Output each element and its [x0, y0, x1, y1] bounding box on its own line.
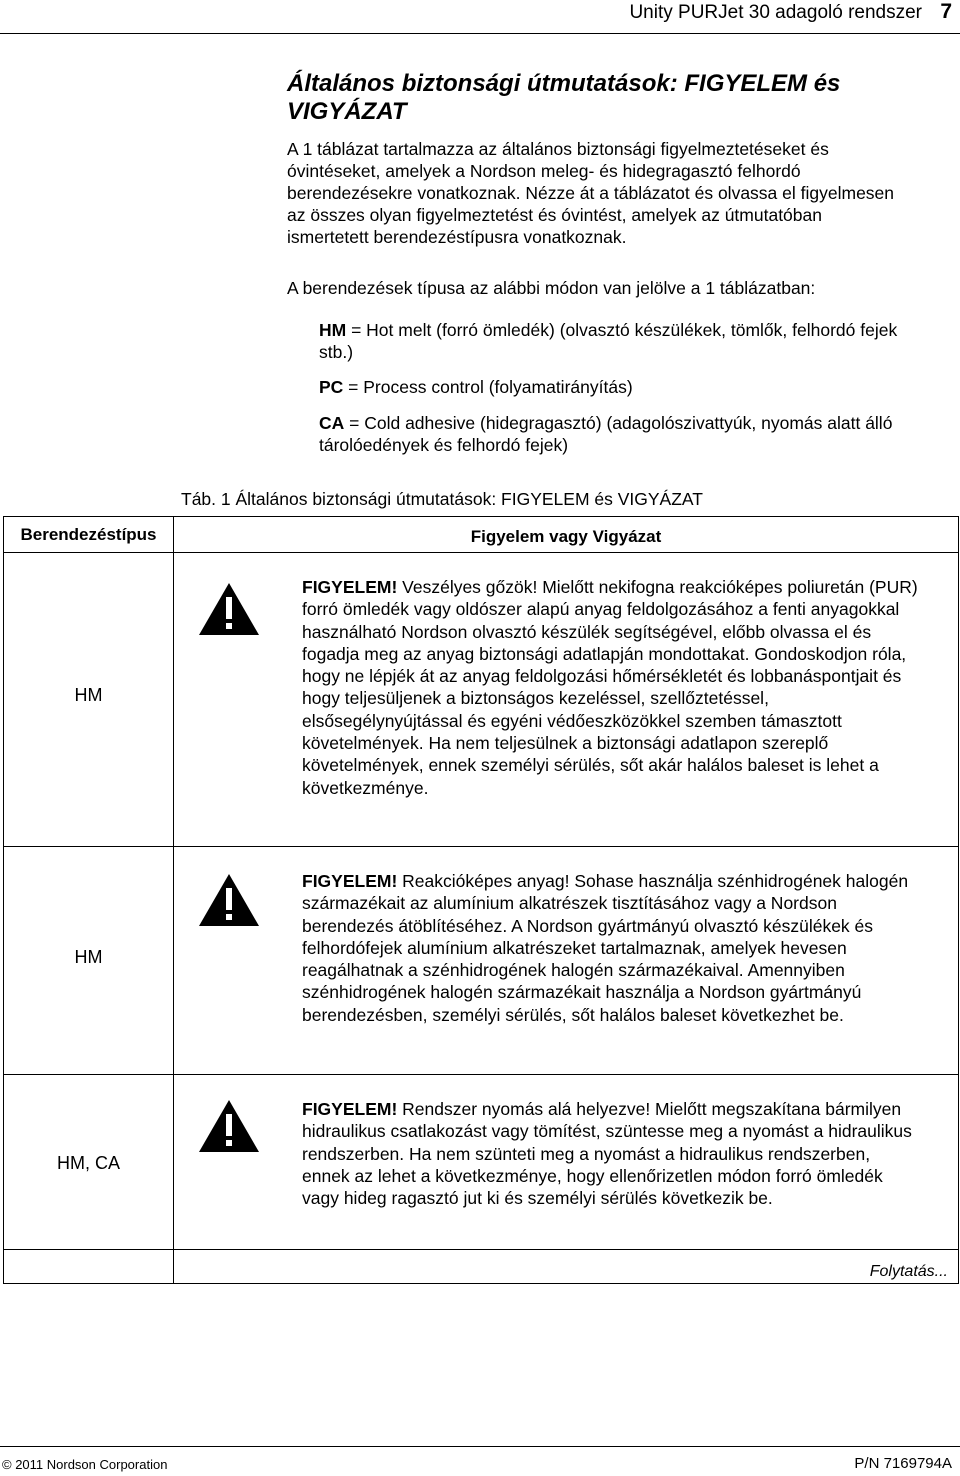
- column-divider: [173, 517, 174, 1283]
- definition-ca: [319, 412, 934, 456]
- warning-triangle-icon: [197, 872, 261, 928]
- definition-text: = Process control (folyamatirányítás): [343, 377, 633, 397]
- row-divider: [4, 552, 958, 553]
- warning-body: Rendszer nyomás alá helyezve! Mielőtt megszakítana bármilyen hidraulikus csatlakozást vagy tömítést, szüntesse meg a nyomást a hidraulikus rendszerben. Ha nem szünteti meg a nyomást a hidraulikus rendszerben, ennek az lehet a következménye, hogy ellenőrizetlen módon forró ömledék vagy hideg ragasztó jut ki és személyi sérülés következik be.: [302, 1099, 912, 1209]
- intro-paragraph: A 1 táblázat tartalmazza az általános biztonsági figyelmeztetéseket és óvintéseket, amelyek a Nordson meleg- és hidegragasztó felhordó berendezésekre vonatkoznak. Nézze át a táblázatot és olvassa el figyelmesen az összes olyan figyelmeztetést és óvintést, amelyek az útmutatóban ismertetett berendezéstípusra vonatkoznak.: [287, 139, 895, 247]
- section-title: Általános biztonsági útmutatások: FIGYELEM és VIGYÁZAT: [287, 70, 841, 125]
- warning-keyword: FIGYELEM!: [302, 871, 398, 891]
- continued-label: Folytatás...: [869, 1263, 948, 1280]
- warning-body: Veszélyes gőzök! Mielőtt nekifogna reakcióképes poliuretán (PUR) forró ömledék vagy oldószer alapú anyag feldolgozásához a fenti anyagokkal használható Nordson olvasztó készülék segítségével, előbb olvassa el és fogadja meg az anyag biztonsági adatlapján mondottakat. Gondoskodjon róla, hogy ne lépjék át az anyag feldolgozási hőmérsékletét és lobbanáspontjait és hogy teljesüljenek a biztonságos kezeléssel, szellőztetéssel, elsősegélynyújtással és egyéni védőeszközökkel szemben támasztott követelmények. Ha nem teljesülnek a biztonsági adatlapon szereplő követelmények, ennek személyi sérülés, sőt akár halálos baleset is lehet a következménye.: [302, 577, 918, 798]
- equipment-types-paragraph: A berendezések típusa az alábbi módon van jelölve a 1 táblázatban:: [287, 278, 816, 298]
- row-divider: [4, 1074, 958, 1075]
- warning-keyword: FIGYELEM!: [302, 1099, 398, 1119]
- header-divider: [0, 33, 960, 34]
- footer-part-number: P/N 7169794A: [854, 1455, 952, 1472]
- warning-keyword: FIGYELEM!: [302, 577, 398, 597]
- definition-hm: [319, 319, 934, 363]
- warning-text: [302, 1098, 922, 1209]
- definition-term: CA: [319, 413, 345, 433]
- table-caption: Táb. 1 Általános biztonsági útmutatások: FIGYELEM és VIGYÁZAT: [181, 489, 703, 509]
- page-number: 7: [940, 0, 952, 23]
- definition-pc: [319, 376, 934, 398]
- footer-divider: [0, 1446, 960, 1447]
- row-divider: [4, 1249, 958, 1250]
- warning-text: [302, 576, 922, 799]
- equipment-type-cell: HM: [74, 685, 103, 705]
- header-equipment-type: Berendezéstípus: [20, 525, 157, 544]
- warning-body: Reakcióképes anyag! Sohase használja szénhidrogének halogén származékait az alumínium alkatrészek tisztításához vagy a Nordson berendezés átöblítéséhez. A Nordson gyártmányú olvasztó készülékek és felhordófejek alumínium alkatrészeket tartalmaznak, amelyek hevesen reagálhatnak a szénhidrogének halogén származékaival. Amennyiben szénhidrogének halogén származékait használja a Nordson gyártmányú berendezésben, személyi sérülés, sőt halálos baleset következhet be.: [302, 871, 909, 1025]
- header-warning-caution: Figyelem vagy Vigyázat: [470, 527, 662, 546]
- equipment-type-cell: HM: [74, 947, 103, 967]
- definition-term: PC: [319, 377, 344, 397]
- definition-text: = Cold adhesive (hidegragasztó) (adagolószivattyúk, nyomás alatt álló tárolóedények és felhordó fejek): [319, 413, 893, 455]
- footer-copyright: © 2011 Nordson Corporation: [2, 1457, 168, 1472]
- warning-text: [302, 870, 922, 1026]
- warning-triangle-icon: [197, 1098, 261, 1154]
- definition-term: HM: [319, 320, 347, 340]
- row-divider: [4, 846, 958, 847]
- definition-text: = Hot melt (forró ömledék) (olvasztó készülékek, tömlők, felhordó fejek stb.): [319, 320, 898, 362]
- warning-triangle-icon: [197, 581, 261, 637]
- equipment-type-cell: HM, CA: [57, 1153, 120, 1173]
- safety-table: [3, 516, 959, 1284]
- header-title: Unity PURJet 30 adagoló rendszer: [629, 2, 922, 23]
